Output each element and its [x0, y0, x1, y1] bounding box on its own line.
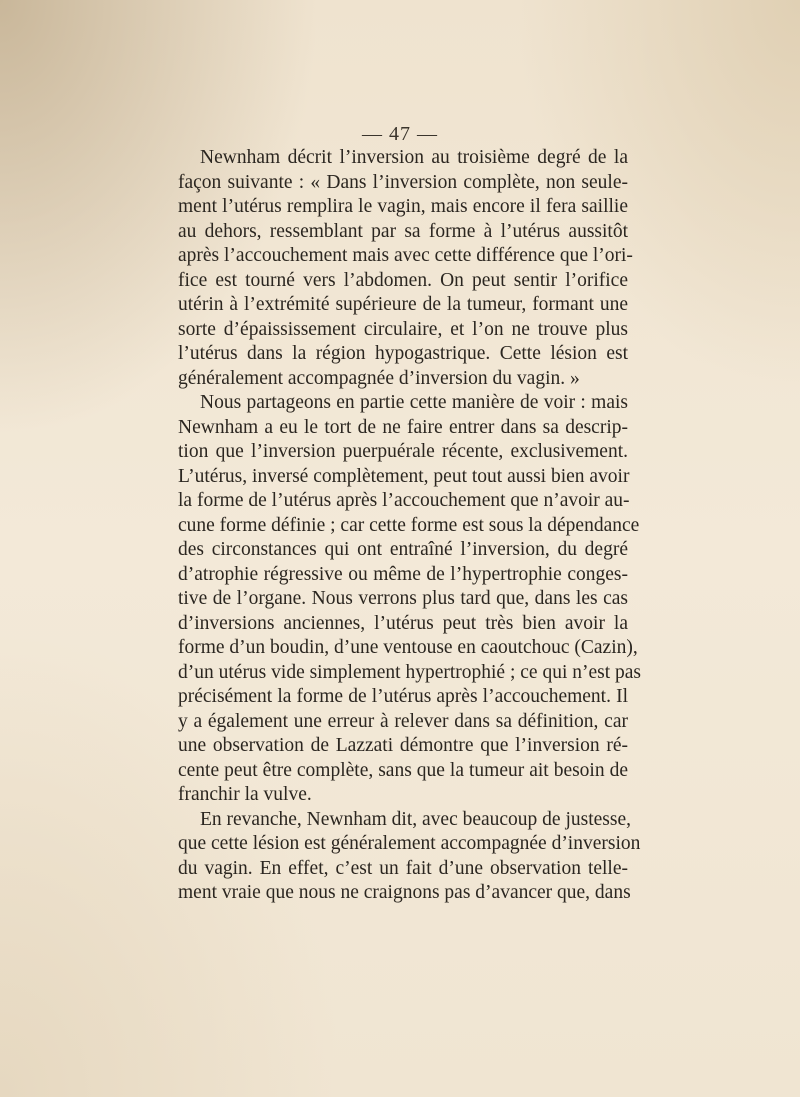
- text-line: que cette lésion est généralement accompagnée d’inversion: [178, 833, 641, 854]
- text-line: En revanche, Newnham dit, avec beaucoup de justesse,: [200, 808, 631, 830]
- text-line: ment l’utérus remplira le vagin, mais encore il fera saillie: [178, 196, 628, 217]
- text-line: tive de l’organe. Nous verrons plus tard que, dans les cas: [178, 588, 628, 609]
- text-line: L’utérus, inversé complètement, peut tout aussi bien avoir: [178, 465, 630, 487]
- text-line: utérin à l’extrémité supérieure de la tumeur, formant une: [178, 294, 628, 315]
- text-line: d’atrophie régressive ou même de l’hypertrophie conges-: [178, 563, 628, 585]
- text-line: après l’accouchement mais avec cette différence que l’ori-: [178, 245, 633, 266]
- text-line: d’un utérus vide simplement hypertrophié ; ce qui n’est pas: [178, 661, 642, 683]
- text-line: généralement accompagnée d’inversion du vagin. »: [178, 367, 580, 389]
- text-line: cente peut être complète, sans que la tumeur ait besoin de: [178, 759, 628, 781]
- text-line: d’inversions anciennes, l’utérus peut très bien avoir la: [178, 612, 628, 634]
- text-line: Nous partageons en partie cette manière de voir : mais: [200, 392, 628, 413]
- text-line: sorte d’épaississement circulaire, et l’on ne trouve plus: [178, 318, 628, 340]
- page-number: — 47 —: [362, 123, 438, 145]
- text-line: fice est tourné vers l’abdomen. On peut sentir l’orifice: [178, 269, 628, 291]
- text-line: la forme de l’utérus après l’accouchement que n’avoir au-: [178, 490, 630, 511]
- text-line: une observation de Lazzati démontre que l’inversion ré-: [178, 735, 628, 756]
- body-text: [178, 146, 642, 906]
- text-line: Newnham décrit l’inversion au troisième degré de la: [200, 147, 628, 168]
- text-line: au dehors, ressemblant par sa forme à l’utérus aussitôt: [178, 220, 628, 242]
- text-line: des circonstances qui ont entraîné l’inversion, du degré: [178, 539, 628, 560]
- text-line: y a également une erreur à relever dans sa définition, car: [178, 710, 628, 732]
- text-line: ment vraie que nous ne craignons pas d’avancer que, dans: [178, 882, 631, 903]
- text-line: forme d’un boudin, d’une ventouse en caoutchouc (Cazin),: [178, 637, 638, 658]
- text-line: l’utérus dans la région hypogastrique. Cette lésion est: [178, 343, 628, 364]
- text-line: Newnham a eu le tort de ne faire entrer dans sa descrip-: [178, 416, 628, 438]
- text-line: franchir la vulve.: [178, 784, 312, 805]
- text-line: tion que l’inversion puerpuérale récente, exclusivement.: [178, 441, 628, 462]
- text-line: façon suivante : « Dans l’inversion complète, non seule-: [178, 171, 628, 193]
- text-line: précisément la forme de l’utérus après l’accouchement. Il: [178, 686, 628, 707]
- text-line: cune forme définie ; car cette forme est sous la dépendance: [178, 514, 640, 536]
- text-line: du vagin. En effet, c’est un fait d’une observation telle-: [178, 857, 628, 879]
